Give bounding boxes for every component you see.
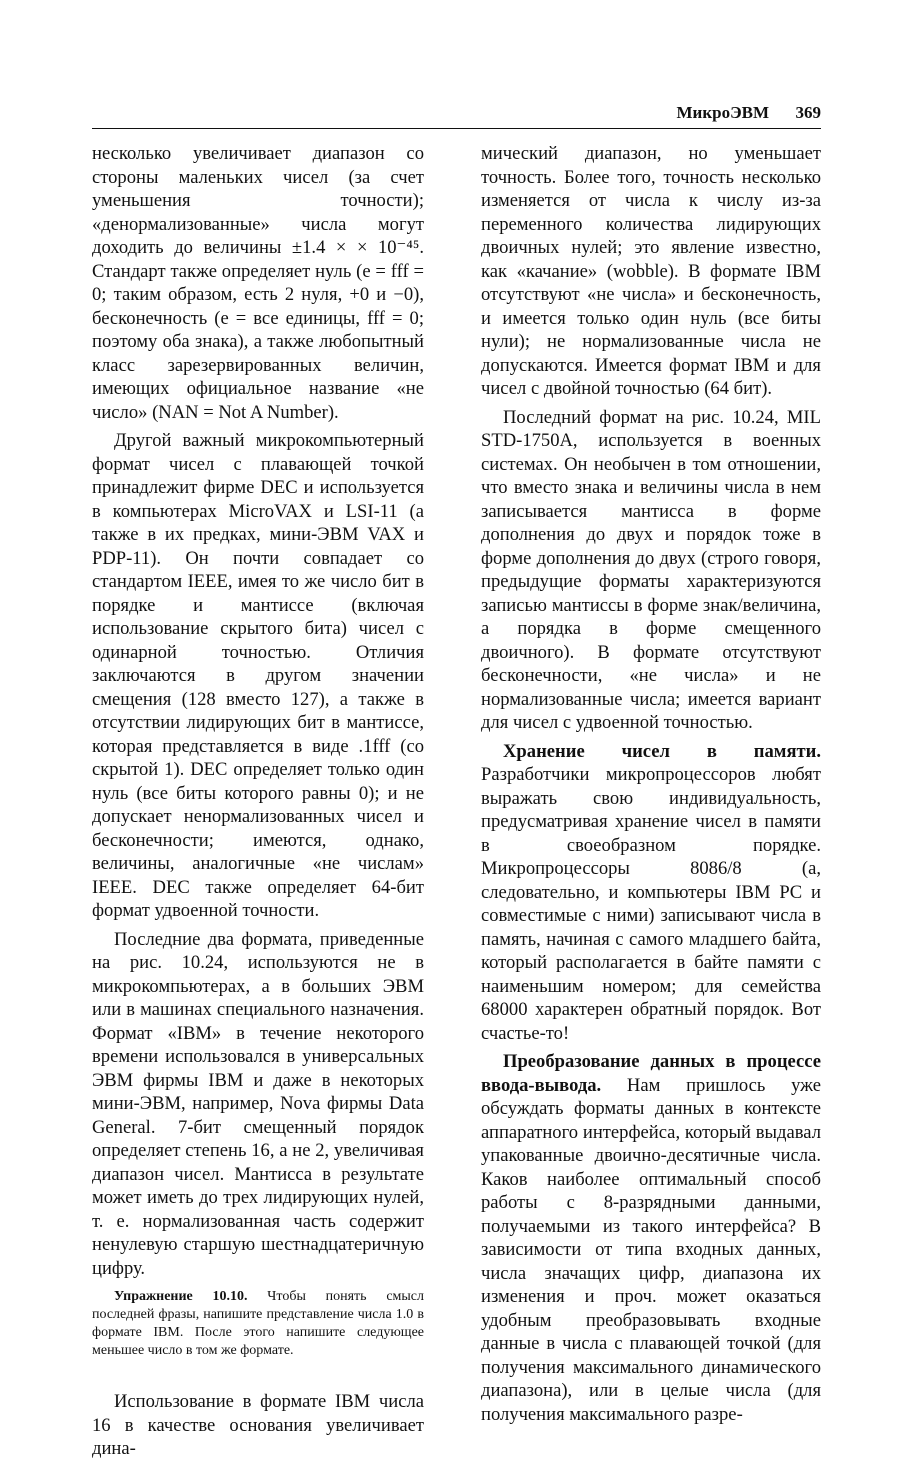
right-column xyxy=(481,142,821,1431)
exercise-label: Упражнение 10.10. xyxy=(114,1289,248,1304)
exercise-note xyxy=(92,1288,424,1360)
section-heading: Преобразование данных в процессе ввода-вывода. xyxy=(481,1051,821,1096)
exercise-text: Чтобы понять смысл последней фразы, напишите представление числа 1.0 в формате IBM. После этого напишите следующее меньшее число в том же формате. xyxy=(92,1289,424,1358)
paragraph-text: Разработчики микропроцессоров любят выражать свою индивидуальность, предусматривая хранение чисел в памяти в своеобразном порядке. Микропроцессоры 8086/8 (а, следовательно, и компьютеры IBM PC и совместимые с ними) записывают числа в память, начиная с самого младшего байта, который располагается в байте памяти с наименьшим номером; для семейства 68000 характерен обратный порядок. Вот счастье-то! xyxy=(481,764,821,1044)
paragraph: Последние два формата, приведенные на рис. 10.24, используются не в микрокомпьютерах, а в больших ЭВМ или в машинах специального назначения. Формат «IBM» в течение некоторого времени использовался в универсальных ЭВМ фирмы IBM и даже в некоторых мини-ЭВМ, например, Nova фирмы Data General. 7-бит смещенный порядок определяет степень 16, а не 2, увеличивая диапазон чисел. Мантисса в результате может иметь до трех лидирующих нулей, т. е. нормализованная часть содержит ненулевую старшую шестнадцатеричную цифру. xyxy=(92,928,424,1279)
paragraph: Использование в формате IBM числа 16 в качестве основания увеличивает дина- xyxy=(92,1391,424,1459)
paragraph-text: Нам пришлось уже обсуждать форматы данных в контексте аппаратного интерфейса, который выдавал упакованные двоично-десятичные числа. Каков наиболее оптимальный способ работы с 8-разрядными данными, получаемыми из такого интерфейса? В зависимости от типа входных данных, числа значащих цифр, диапазона их изменения и проч. может оказаться удобным преобразовывать входные данные в числа с плавающей точкой (для получения максимального динамического диапазона), или в целые числа (для получения максимального разре- xyxy=(481,1074,821,1425)
paragraph: Последний формат на рис. 10.24, MIL STD-1750A, используется в военных системах. Он необычен в том отношении, что вместо знака и величины числа в нем записывается мантисса в форме дополнения до двух и порядок тоже в форме дополнения до двух (строго говоря, предыдущие форматы характеризуются записью мантиссы в форме знак/величина, а порядка в форме смещенного двоичного). В формате отсутствуют бесконечности, «не числа» и не нормализованные числа; имеется вариант для чисел с удвоенной точностью. xyxy=(481,406,821,733)
paragraph: мический диапазон, но уменьшает точность. Более того, точность несколько изменяется от числа к числу из-за переменного количества лидирующих двоичных нулей; это явление известно, как «качание» (wobble). В формате IBM отсутствуют «не числа» и бесконечность, и имеется только один нуль (все биты нули); не нормализованные числа не допускаются. Имеется формат IBM и для чисел с двойной точностью (64 бит). xyxy=(481,143,821,399)
running-header xyxy=(92,100,821,129)
paragraph-storage xyxy=(481,740,821,1046)
running-title: МикроЭВМ xyxy=(676,103,769,122)
paragraph: несколько увеличивает диапазон со стороны маленьких чисел (за счет уменьшения точности); «денормализованные» числа могут доходить до величины ±1.4 × × 10⁻⁴⁵. Стандарт также определяет нуль (e = fff = 0; таким образом, есть 2 нуля, +0 и −0), бесконечность (e = все единицы, fff = 0; поэтому оба знака), а также любопытный класс зарезервированных величин, имеющих официальное название «не число» (NAN = Not A Number). xyxy=(92,143,424,423)
paragraph: Другой важный микрокомпьютерный формат чисел с плавающей точкой принадлежит фирме DEC и используется в компьютерах MicroVAX и LSI-11 (а также в их предках, мини-ЭВМ VAX и PDP-11). Он почти совпадает со стандартом IEEE, имея то же число бит в порядке и мантиссе (включая использование скрытого бита) чисел с одинарной точностью. Отличия заключаются в другом значении смещения (128 вместо 127), а также в отсутствии лидирующих бит в мантиссе, которая представляется в виде .1fff (со скрытой 1). DEC определяет только один нуль (все биты которого равны 0); и не допускает ненормализованных чисел и бесконечности; имеются, однако, величины, аналогичные «не числам» IEEE. DEC также определяет 64-бит формат удвоенной точности. xyxy=(92,430,424,921)
page-number: 369 xyxy=(795,103,821,122)
section-heading: Хранение чисел в памяти. xyxy=(503,740,821,762)
paragraph-io xyxy=(481,1050,821,1426)
left-column xyxy=(92,142,424,1466)
